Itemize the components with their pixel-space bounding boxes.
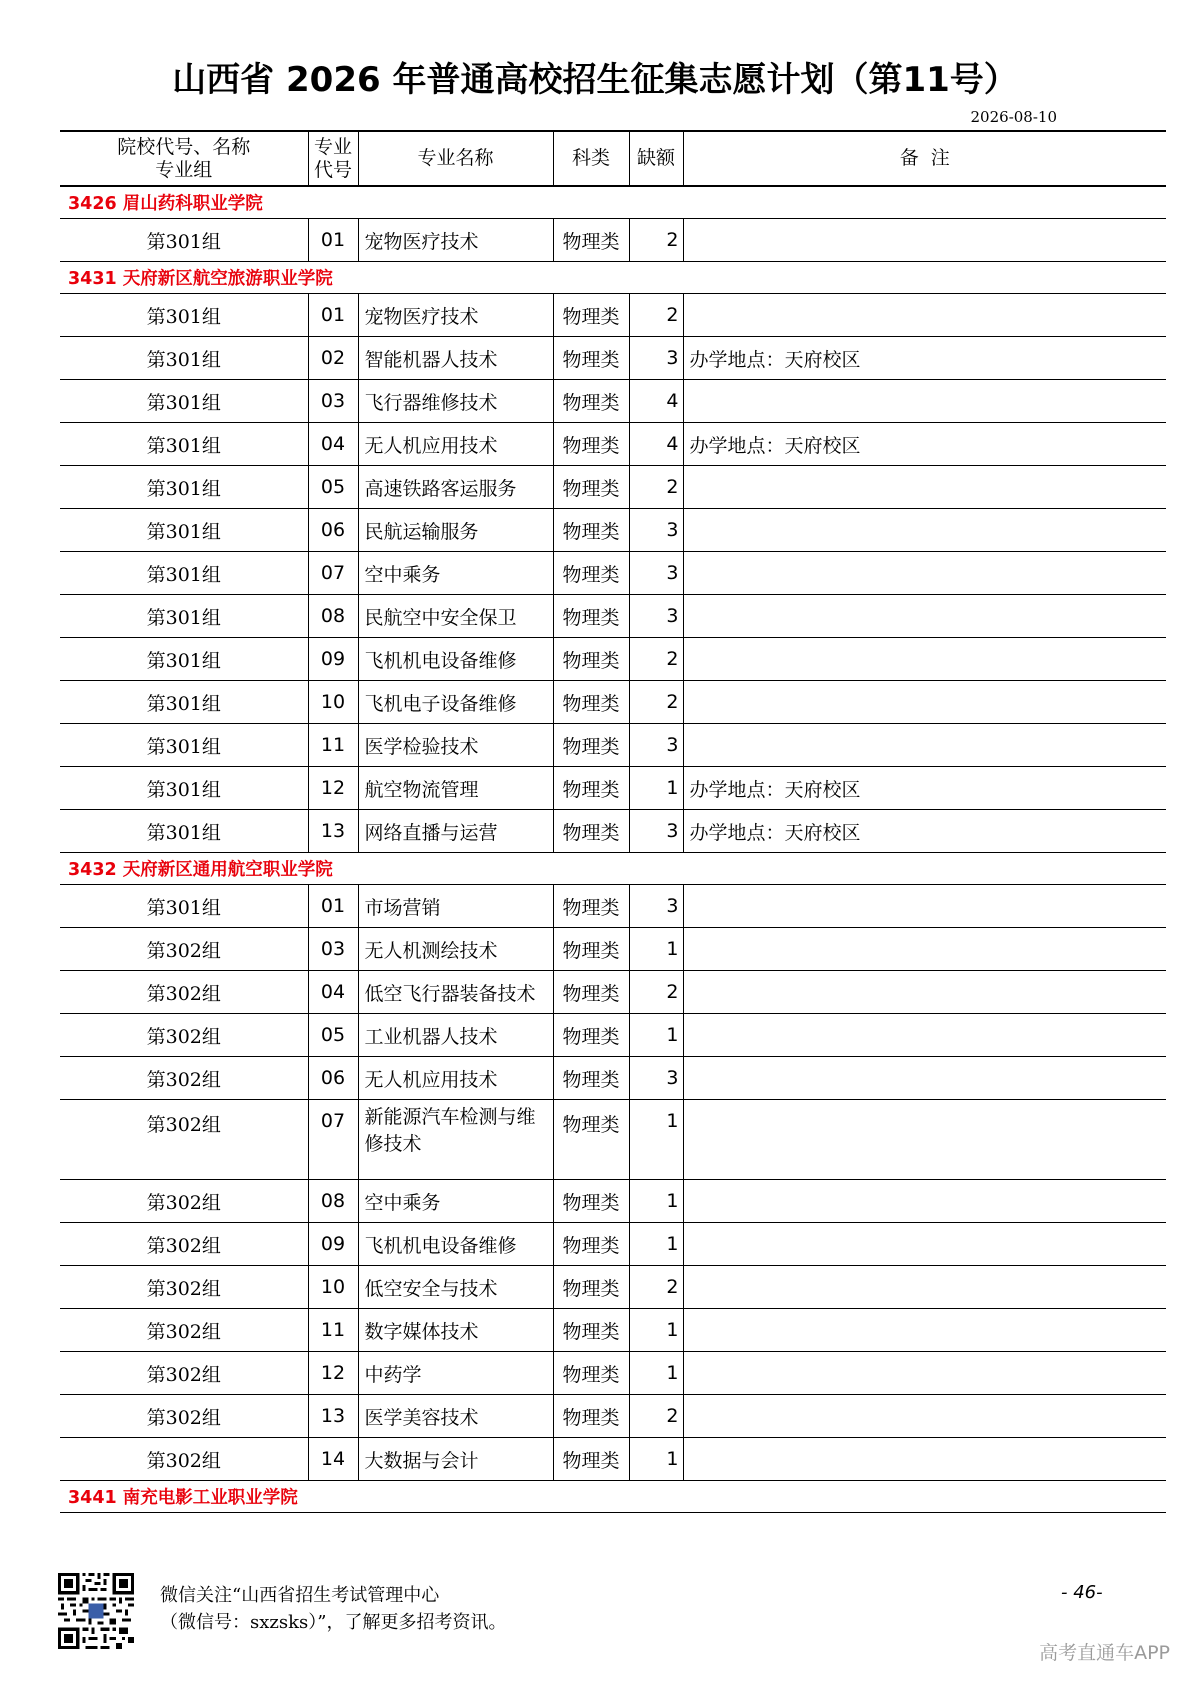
vacancy-cell: 3 xyxy=(629,595,683,638)
remark-cell xyxy=(683,466,1166,509)
table-row xyxy=(60,810,1166,853)
code-cell: 06 xyxy=(308,509,358,552)
category-cell: 物理类 xyxy=(553,1180,629,1223)
category-cell: 物理类 xyxy=(553,971,629,1014)
group-cell: 第301组 xyxy=(60,595,308,638)
category-cell: 物理类 xyxy=(553,1352,629,1395)
table-row xyxy=(60,552,1166,595)
code-cell: 02 xyxy=(308,337,358,380)
category-cell: 物理类 xyxy=(553,767,629,810)
code-cell: 10 xyxy=(308,681,358,724)
remark-cell xyxy=(683,380,1166,423)
group-cell: 第302组 xyxy=(60,1266,308,1309)
group-cell: 第302组 xyxy=(60,971,308,1014)
category-cell: 物理类 xyxy=(553,681,629,724)
group-cell: 第301组 xyxy=(60,552,308,595)
code-cell: 03 xyxy=(308,380,358,423)
category-cell: 物理类 xyxy=(553,1100,629,1180)
remark-cell xyxy=(683,1057,1166,1100)
remark-cell xyxy=(683,1180,1166,1223)
category-cell: 物理类 xyxy=(553,928,629,971)
group-cell: 第302组 xyxy=(60,928,308,971)
major-cell: 医学美容技术 xyxy=(358,1395,553,1438)
remark-cell xyxy=(683,681,1166,724)
group-cell: 第301组 xyxy=(60,337,308,380)
category-cell: 物理类 xyxy=(553,1266,629,1309)
vacancy-cell: 1 xyxy=(629,928,683,971)
table-row xyxy=(60,1223,1166,1266)
code-cell: 01 xyxy=(308,885,358,928)
vacancy-cell: 3 xyxy=(629,509,683,552)
code-cell: 04 xyxy=(308,423,358,466)
major-cell: 低空安全与技术 xyxy=(358,1266,553,1309)
vacancy-cell: 1 xyxy=(629,1100,683,1180)
table-row xyxy=(60,1395,1166,1438)
vacancy-cell: 4 xyxy=(629,423,683,466)
vacancy-cell: 2 xyxy=(629,294,683,337)
table-row xyxy=(60,466,1166,509)
code-cell: 01 xyxy=(308,294,358,337)
major-cell: 数字媒体技术 xyxy=(358,1309,553,1352)
major-cell: 宠物医疗技术 xyxy=(358,219,553,262)
remark-cell xyxy=(683,1309,1166,1352)
major-cell: 新能源汽车检测与维修技术 xyxy=(358,1100,553,1180)
major-cell: 民航运输服务 xyxy=(358,509,553,552)
category-cell: 物理类 xyxy=(553,595,629,638)
header-code-line2: 代号 xyxy=(313,158,352,181)
code-cell: 13 xyxy=(308,810,358,853)
code-cell: 13 xyxy=(308,1395,358,1438)
table-row xyxy=(60,1438,1166,1481)
header-category: 科类 xyxy=(553,131,629,186)
code-cell: 12 xyxy=(308,767,358,810)
table-row xyxy=(60,971,1166,1014)
remark-cell xyxy=(683,1266,1166,1309)
table-row xyxy=(60,294,1166,337)
remark-cell xyxy=(683,1223,1166,1266)
table-row xyxy=(60,1014,1166,1057)
table-row xyxy=(60,380,1166,423)
group-cell: 第302组 xyxy=(60,1100,308,1180)
table-row xyxy=(60,767,1166,810)
code-cell: 08 xyxy=(308,595,358,638)
vacancy-cell: 1 xyxy=(629,1014,683,1057)
footer-line2: （微信号：sxzsks）”，了解更多招考资讯。 xyxy=(160,1612,507,1633)
code-cell: 07 xyxy=(308,552,358,595)
header-remark: 备 注 xyxy=(683,131,1166,186)
table-body xyxy=(60,186,1166,1513)
code-cell: 14 xyxy=(308,1438,358,1481)
remark-cell xyxy=(683,1014,1166,1057)
vacancy-cell: 2 xyxy=(629,1266,683,1309)
remark-cell xyxy=(683,294,1166,337)
header-code-line1: 专业 xyxy=(313,135,352,158)
group-cell: 第301组 xyxy=(60,724,308,767)
page-number: - 46- xyxy=(1061,1582,1103,1603)
school-name: 3431 天府新区航空旅游职业学院 xyxy=(60,262,1166,294)
vacancy-cell: 2 xyxy=(629,638,683,681)
major-cell: 飞机机电设备维修 xyxy=(358,1223,553,1266)
group-cell: 第301组 xyxy=(60,885,308,928)
header-code xyxy=(308,131,358,186)
remark-cell xyxy=(683,552,1166,595)
group-cell: 第302组 xyxy=(60,1057,308,1100)
table-row xyxy=(60,1057,1166,1100)
remark-cell xyxy=(683,1395,1166,1438)
group-cell: 第301组 xyxy=(60,423,308,466)
group-cell: 第302组 xyxy=(60,1395,308,1438)
category-cell: 物理类 xyxy=(553,509,629,552)
major-cell: 高速铁路客运服务 xyxy=(358,466,553,509)
code-cell: 05 xyxy=(308,1014,358,1057)
major-cell: 大数据与会计 xyxy=(358,1438,553,1481)
group-cell: 第301组 xyxy=(60,767,308,810)
vacancy-cell: 2 xyxy=(629,681,683,724)
vacancy-cell: 4 xyxy=(629,380,683,423)
group-cell: 第302组 xyxy=(60,1014,308,1057)
vacancy-cell: 1 xyxy=(629,767,683,810)
remark-cell: 办学地点：天府校区 xyxy=(683,423,1166,466)
group-cell: 第301组 xyxy=(60,638,308,681)
vacancy-cell: 3 xyxy=(629,1057,683,1100)
footer-line1: 微信关注“山西省招生考试管理中心 xyxy=(160,1585,440,1606)
table-row xyxy=(60,928,1166,971)
code-cell: 04 xyxy=(308,971,358,1014)
issue-date: 2026-08-10 xyxy=(970,108,1057,126)
major-cell: 智能机器人技术 xyxy=(358,337,553,380)
major-cell: 飞行器维修技术 xyxy=(358,380,553,423)
table-row xyxy=(60,885,1166,928)
table-row xyxy=(60,423,1166,466)
category-cell: 物理类 xyxy=(553,337,629,380)
code-cell: 11 xyxy=(308,1309,358,1352)
header-school xyxy=(60,131,308,186)
major-cell: 空中乘务 xyxy=(358,552,553,595)
enrollment-plan-table xyxy=(60,130,1166,1513)
remark-cell: 办学地点：天府校区 xyxy=(683,767,1166,810)
code-cell: 09 xyxy=(308,1223,358,1266)
group-cell: 第302组 xyxy=(60,1180,308,1223)
code-cell: 12 xyxy=(308,1352,358,1395)
school-name: 3441 南充电影工业职业学院 xyxy=(60,1481,1166,1513)
category-cell: 物理类 xyxy=(553,1309,629,1352)
major-cell: 宠物医疗技术 xyxy=(358,294,553,337)
watermark: 高考直通车APP xyxy=(1039,1642,1170,1664)
remark-cell xyxy=(683,885,1166,928)
vacancy-cell: 3 xyxy=(629,724,683,767)
vacancy-cell: 1 xyxy=(629,1309,683,1352)
table-row xyxy=(60,595,1166,638)
major-cell: 工业机器人技术 xyxy=(358,1014,553,1057)
vacancy-cell: 2 xyxy=(629,971,683,1014)
table-row xyxy=(60,509,1166,552)
page-title: 山西省 2026 年普通高校招生征集志愿计划（第11号） xyxy=(172,60,1018,100)
remark-cell xyxy=(683,724,1166,767)
major-cell: 网络直播与运营 xyxy=(358,810,553,853)
code-cell: 07 xyxy=(308,1100,358,1180)
vacancy-cell: 3 xyxy=(629,810,683,853)
group-cell: 第302组 xyxy=(60,1438,308,1481)
group-cell: 第301组 xyxy=(60,466,308,509)
group-cell: 第302组 xyxy=(60,1352,308,1395)
vacancy-cell: 3 xyxy=(629,885,683,928)
category-cell: 物理类 xyxy=(553,294,629,337)
remark-cell: 办学地点：天府校区 xyxy=(683,810,1166,853)
code-cell: 03 xyxy=(308,928,358,971)
remark-cell xyxy=(683,1100,1166,1180)
school-row xyxy=(60,186,1166,219)
category-cell: 物理类 xyxy=(553,219,629,262)
footer-note xyxy=(160,1582,506,1636)
remark-cell xyxy=(683,971,1166,1014)
major-cell: 无人机应用技术 xyxy=(358,423,553,466)
code-cell: 11 xyxy=(308,724,358,767)
table-row xyxy=(60,1266,1166,1309)
category-cell: 物理类 xyxy=(553,552,629,595)
major-cell: 低空飞行器装备技术 xyxy=(358,971,553,1014)
vacancy-cell: 3 xyxy=(629,552,683,595)
category-cell: 物理类 xyxy=(553,724,629,767)
remark-cell xyxy=(683,509,1166,552)
qr-code-icon xyxy=(58,1573,134,1649)
category-cell: 物理类 xyxy=(553,885,629,928)
category-cell: 物理类 xyxy=(553,466,629,509)
table-row xyxy=(60,1180,1166,1223)
code-cell: 10 xyxy=(308,1266,358,1309)
header-school-line1: 院校代号、名称 xyxy=(117,135,251,158)
group-cell: 第301组 xyxy=(60,294,308,337)
major-cell: 市场营销 xyxy=(358,885,553,928)
category-cell: 物理类 xyxy=(553,1395,629,1438)
remark-cell xyxy=(683,219,1166,262)
vacancy-cell: 2 xyxy=(629,466,683,509)
school-row xyxy=(60,1481,1166,1513)
school-name: 3426 眉山药科职业学院 xyxy=(60,186,1166,219)
table-row xyxy=(60,1309,1166,1352)
header-school-line2: 专业组 xyxy=(155,158,213,181)
major-cell: 中药学 xyxy=(358,1352,553,1395)
vacancy-cell: 2 xyxy=(629,219,683,262)
major-cell: 无人机测绘技术 xyxy=(358,928,553,971)
remark-cell xyxy=(683,928,1166,971)
code-cell: 01 xyxy=(308,219,358,262)
header-vacancy: 缺额 xyxy=(629,131,683,186)
code-cell: 08 xyxy=(308,1180,358,1223)
remark-cell xyxy=(683,1438,1166,1481)
school-name: 3432 天府新区通用航空职业学院 xyxy=(60,853,1166,885)
group-cell: 第301组 xyxy=(60,681,308,724)
category-cell: 物理类 xyxy=(553,1223,629,1266)
table-row xyxy=(60,1352,1166,1395)
vacancy-cell: 3 xyxy=(629,337,683,380)
category-cell: 物理类 xyxy=(553,423,629,466)
table-row xyxy=(60,1100,1166,1180)
major-cell: 空中乘务 xyxy=(358,1180,553,1223)
category-cell: 物理类 xyxy=(553,380,629,423)
major-cell: 无人机应用技术 xyxy=(358,1057,553,1100)
remark-cell: 办学地点：天府校区 xyxy=(683,337,1166,380)
code-cell: 05 xyxy=(308,466,358,509)
group-cell: 第301组 xyxy=(60,509,308,552)
vacancy-cell: 1 xyxy=(629,1438,683,1481)
category-cell: 物理类 xyxy=(553,1014,629,1057)
vacancy-cell: 1 xyxy=(629,1352,683,1395)
category-cell: 物理类 xyxy=(553,1438,629,1481)
category-cell: 物理类 xyxy=(553,638,629,681)
group-cell: 第301组 xyxy=(60,810,308,853)
table-row xyxy=(60,337,1166,380)
group-cell: 第302组 xyxy=(60,1223,308,1266)
major-cell: 飞机电子设备维修 xyxy=(358,681,553,724)
code-cell: 06 xyxy=(308,1057,358,1100)
header-major: 专业名称 xyxy=(358,131,553,186)
table-row xyxy=(60,724,1166,767)
category-cell: 物理类 xyxy=(553,810,629,853)
table-row xyxy=(60,638,1166,681)
vacancy-cell: 2 xyxy=(629,1395,683,1438)
major-cell: 航空物流管理 xyxy=(358,767,553,810)
group-cell: 第301组 xyxy=(60,380,308,423)
major-cell: 医学检验技术 xyxy=(358,724,553,767)
table-row xyxy=(60,219,1166,262)
school-row xyxy=(60,853,1166,885)
table-header-row xyxy=(60,131,1166,186)
remark-cell xyxy=(683,595,1166,638)
vacancy-cell: 1 xyxy=(629,1180,683,1223)
school-row xyxy=(60,262,1166,294)
remark-cell xyxy=(683,1352,1166,1395)
major-cell: 民航空中安全保卫 xyxy=(358,595,553,638)
group-cell: 第302组 xyxy=(60,1309,308,1352)
group-cell: 第301组 xyxy=(60,219,308,262)
code-cell: 09 xyxy=(308,638,358,681)
category-cell: 物理类 xyxy=(553,1057,629,1100)
table-row xyxy=(60,681,1166,724)
vacancy-cell: 1 xyxy=(629,1223,683,1266)
remark-cell xyxy=(683,638,1166,681)
major-cell: 飞机机电设备维修 xyxy=(358,638,553,681)
